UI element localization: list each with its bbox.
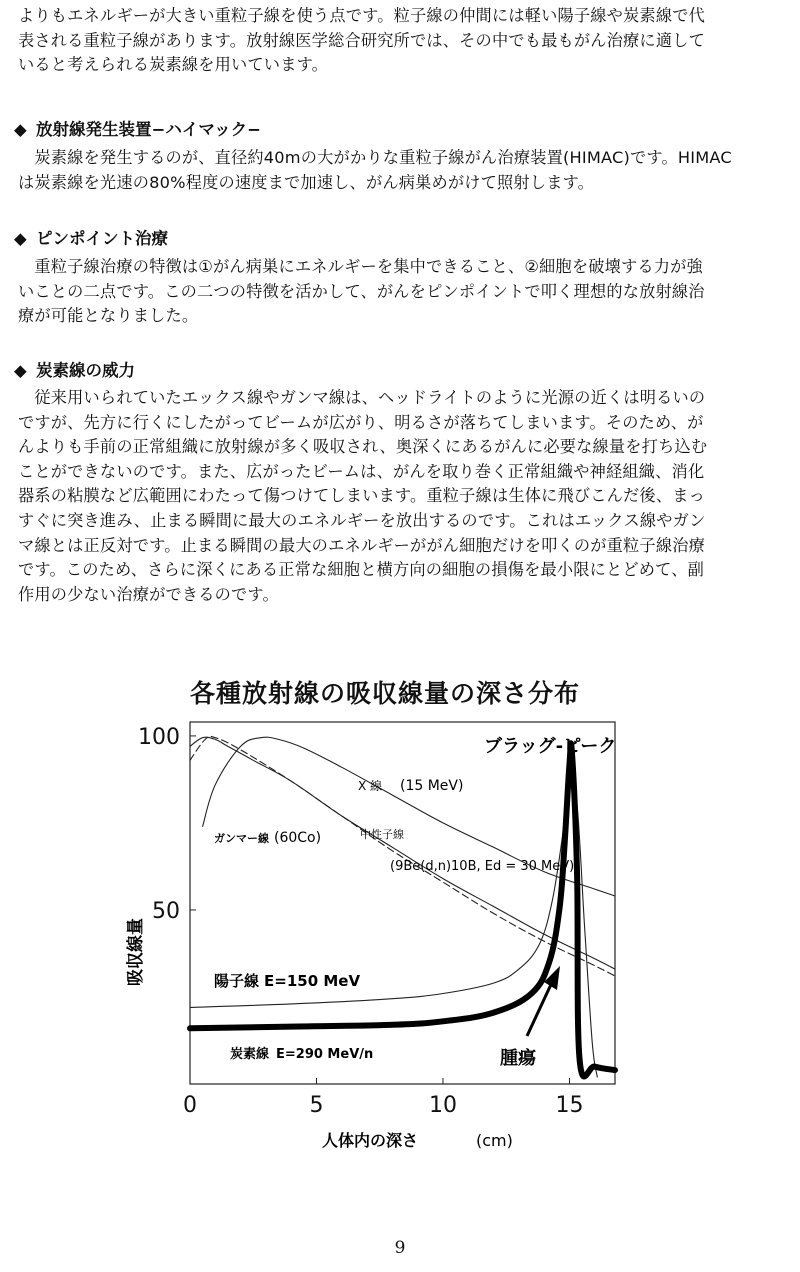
page-number: 9 — [394, 1238, 406, 1258]
chart-title: 各種放射線の吸収線量の深さ分布 — [190, 679, 581, 708]
series-label-gamma: ガンマー線 — [214, 832, 269, 845]
series-extra-neutron: (9Be(d,n)10B, Ed = 30 MeV) — [390, 859, 575, 874]
section-paragraph — [18, 386, 786, 607]
text-line: ことができないのです。また、広がったビームは、がんを取り巻く正常組織や神経組織、消化 — [18, 461, 705, 481]
text-line: は炭素線を光速の80%程度の速度まで加速し、がん病巣めがけて照射します。 — [18, 172, 595, 192]
text-line: いると考えられる炭素線を用いています。 — [18, 55, 329, 75]
diamond-bullet-icon: ◆ — [14, 361, 27, 380]
series-extra-proton: E=150 MeV — [264, 972, 361, 990]
text-line: よりもエネルギーが大きい重粒子線を使う点です。粒子線の仲間には軽い陽子線や炭素線で代 — [18, 6, 705, 25]
x-tick-label: 0 — [183, 1093, 197, 1118]
diamond-bullet-icon: ◆ — [14, 120, 27, 139]
text-line: 炭素線を発生するのが、直径約40mの大がかりな重粒子線がん治療装置(HIMAC)です。HIMAC — [18, 148, 732, 167]
section-heading — [14, 118, 774, 142]
text-line: 器系の粘膜など広範囲にわたって傷つけてしまいます。重粒子線は生体に飛びこんだ後、まっ — [18, 486, 705, 506]
bragg-peak-label: ブラッグ-ピーク — [484, 736, 617, 757]
series-line-gamma — [190, 737, 615, 969]
plot-frame — [190, 722, 615, 1084]
series-label-proton: 陽子線 — [214, 972, 260, 990]
x-tick-label: 10 — [428, 1093, 457, 1118]
x-tick-label: 15 — [555, 1093, 584, 1118]
series-label-xray: X 線 — [358, 779, 383, 793]
chart-axes — [190, 722, 615, 1084]
text-line: 表される重粒子線があります。放射線医学総合研究所では、その中でも最もがん治療に適して — [18, 30, 705, 50]
tumor-label: 腫瘍 — [500, 1048, 536, 1069]
text-line: 療が可能となりました。 — [18, 306, 199, 326]
series-extra-xray: (15 MeV) — [400, 778, 464, 794]
heading-text: ピンポイント治療 — [36, 229, 168, 248]
text-line: 重粒子線治療の特徴は①がん病巣にエネルギーを集中できること、②細胞を破壊する力が強 — [18, 257, 703, 276]
section-heading — [14, 359, 774, 383]
section-heading — [14, 227, 774, 251]
section-paragraph — [18, 255, 786, 329]
y-tick-label: 50 — [152, 898, 180, 924]
x-axis-label: 人体内の深さ — [321, 1131, 418, 1150]
heading-text: 放射線発生装置−ハイマック− — [36, 120, 261, 139]
intro-paragraph — [18, 4, 786, 78]
x-tick-label: 5 — [309, 1093, 324, 1118]
chart-ticks — [138, 725, 583, 1118]
text-line: いことの二点です。この二つの特徴を活かして、がんをピンポイントで叩く理想的な放射線治 — [18, 281, 705, 301]
text-line: です。このため、さらに深くにある正常な細胞と横方向の細胞の損傷を最小限にとどめて、副 — [18, 560, 705, 580]
series-label-carbon: 炭素線 — [230, 1047, 270, 1062]
x-axis-unit: (cm) — [476, 1131, 513, 1150]
series-line-proton — [190, 776, 597, 1077]
heading-text: 炭素線の威力 — [36, 361, 135, 380]
series-extra-gamma: (60Co) — [274, 830, 322, 846]
tumor-arrow-icon — [527, 966, 560, 1036]
y-axis-label: 吸収線量 — [126, 918, 146, 986]
series-line-carbon — [190, 743, 615, 1076]
text-line: 従来用いられていたエックス線やガンマ線は、ヘッドライトのように光源の近くは明るいの — [18, 388, 706, 407]
chart-series-layer — [190, 736, 615, 1077]
series-line-xray — [203, 737, 615, 896]
text-line: 作用の少ない治療ができるのです。 — [18, 584, 279, 604]
series-label-neutron: 中性子線 — [360, 828, 404, 841]
section-paragraph — [18, 146, 786, 195]
series-line-neutron — [190, 736, 615, 976]
text-line: ですが、先方に行くにしたがってビームが広がり、明るさが落ちてしまいます。そのため、が — [18, 412, 704, 432]
series-extra-carbon: E=290 MeV/n — [276, 1047, 374, 1062]
text-line: マ線とは正反対です。止まる瞬間の最大のエネルギーががん細胞だけを叩くのが重粒子線治療 — [18, 535, 705, 555]
text-line: すぐに突き進み、止まる瞬間に最大のエネルギーを放出するのです。これはエックス線やガン — [18, 510, 706, 530]
text-line: んよりも手前の正常組織に放射線が多く吸収され、奥深くにあるがんに必要な線量を打ち込む — [18, 437, 708, 457]
y-tick-label: 100 — [138, 724, 180, 750]
diamond-bullet-icon: ◆ — [14, 229, 27, 248]
